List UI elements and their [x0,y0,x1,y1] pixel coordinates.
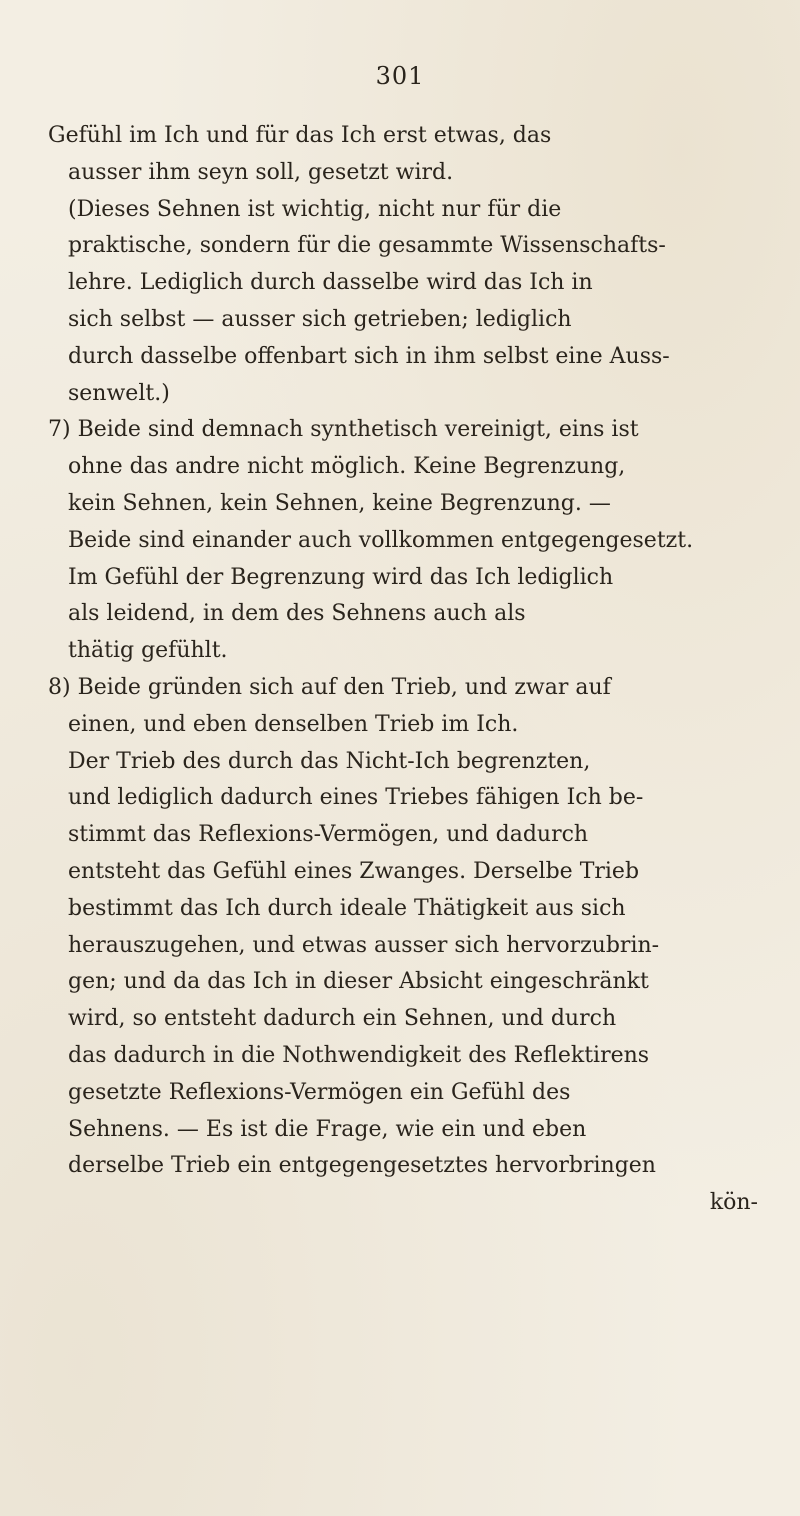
text-line-20: stimmt das Reflexions-Vermögen, und dadurch [68,822,589,848]
text-line-27: gesetzte Reflexions-Vermögen ein Gefühl des [68,1079,571,1105]
text-line-24: gen; und da das Ich in dieser Absicht eingeschränkt [68,969,649,995]
text-line-4: praktische, sondern für die gesammte Wissenschafts- [68,233,666,259]
text-line-11: kein Sehnen, kein Sehnen, keine Begrenzung. — [68,490,611,516]
text-line-28: Sehnens. — Es ist die Frage, wie ein und eben [68,1116,587,1142]
text-line-3: (Dieses Sehnen ist wichtig, nicht nur für die [68,196,562,222]
text-line-2: ausser ihm seyn soll, gesetzt wird. [68,159,454,185]
text-line-16: 8) Beide gründen sich auf den Trieb, und zwar auf [48,674,611,700]
body-text [48,118,770,1222]
text-line-5: lehre. Lediglich durch dasselbe wird das Ich in [68,270,593,296]
text-line-26: das dadurch in die Nothwendigkeit des Reflektirens [68,1042,650,1068]
text-line-1: Gefühl im Ich und für das Ich erst etwas, das [48,123,552,148]
text-line-18: Der Trieb des durch das Nicht-Ich begrenzten, [68,748,591,774]
text-line-15: thätig gefühlt. [68,638,228,664]
text-line-14: als leidend, in dem des Sehnens auch als [68,601,526,627]
text-line-12: Beide sind einander auch vollkommen entgegengesetzt. [68,527,694,553]
text-line-22: bestimmt das Ich durch ideale Thätigkeit aus sich [68,895,626,921]
text-line-13: Im Gefühl der Begrenzung wird das Ich lediglich [68,564,614,590]
text-line-6: sich selbst — ausser sich getrieben; lediglich [68,306,572,332]
text-line-9: 7) Beide sind demnach synthetisch vereinigt, eins ist [48,417,639,443]
text-line-10: ohne das andre nicht möglich. Keine Begrenzung, [68,454,626,480]
catchword: kön- [709,1190,758,1216]
text-line-8: senwelt.) [68,380,170,406]
text-line-25: wird, so entsteht dadurch ein Sehnen, und durch [68,1006,617,1032]
text-line-21: entsteht das Gefühl eines Zwanges. Derselbe Trieb [68,858,640,884]
text-line-17: einen, und eben denselben Trieb im Ich. [68,711,519,737]
text-line-29: derselbe Trieb ein entgegengesetztes hervorbringen [68,1153,656,1179]
text-line-7: durch dasselbe offenbart sich in ihm selbst eine Auss- [68,343,670,369]
text-line-23: herauszugehen, und etwas ausser sich hervorzubrin- [68,932,660,958]
text-line-19: und lediglich dadurch eines Triebes fähigen Ich be- [68,785,644,811]
page-number: 301 [375,62,425,90]
